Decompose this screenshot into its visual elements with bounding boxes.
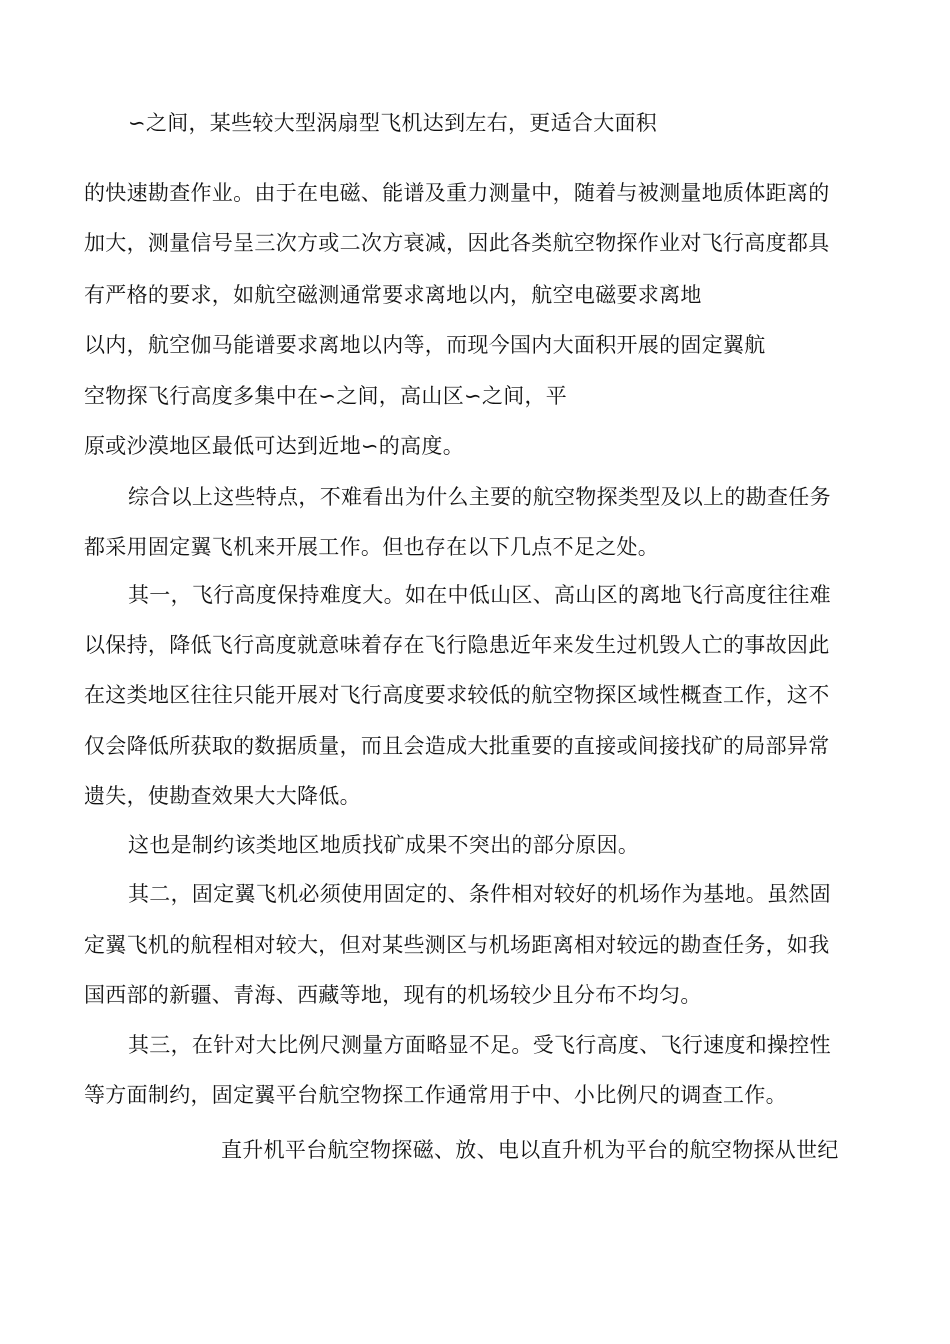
- text-line: 原或沙漠地区最低可达到近地∽的高度。: [84, 434, 464, 458]
- text-line: 直升机平台航空物探磁、放、电以直升机为平台的航空物探从世纪: [221, 1138, 839, 1162]
- text-line: ∽之间，某些较大型涡扇型飞机达到左右，更适合大面积: [128, 111, 658, 135]
- text-line: 的快速勘查作业。由于在电磁、能谱及重力测量中，随着与被测量地质体距离的: [84, 181, 830, 205]
- text-line: 空物探飞行高度多集中在∽之间，高山区∽之间，平: [84, 384, 568, 408]
- text-line: 国西部的新疆、青海、西藏等地，现有的机场较少且分布不均匀。: [84, 983, 702, 1007]
- text-line: 都采用固定翼飞机来开展工作。但也存在以下几点不足之处。: [84, 535, 660, 559]
- text-line: 其二，固定翼飞机必须使用固定的、条件相对较好的机场作为基地。虽然固: [128, 882, 831, 906]
- text-line: 这也是制约该类地区地质找矿成果不突出的部分原因。: [128, 833, 640, 857]
- text-line: 有严格的要求，如航空磁测通常要求离地以内，航空电磁要求离地: [84, 283, 702, 307]
- text-line: 加大，测量信号呈三次方或二次方衰减，因此各类航空物探作业对飞行高度都具: [84, 231, 830, 255]
- text-line: 遗失，使勘查效果大大降低。: [84, 784, 361, 808]
- text-line: 仅会降低所获取的数据质量，而且会造成大批重要的直接或间接找矿的局部异常: [84, 734, 830, 758]
- text-line: 等方面制约，固定翼平台航空物探工作通常用于中、小比例尺的调查工作。: [84, 1083, 787, 1107]
- text-line: 以保持，降低飞行高度就意味着存在飞行隐患近年来发生过机毁人亡的事故因此: [84, 633, 830, 657]
- text-line: 综合以上这些特点，不难看出为什么主要的航空物探类型及以上的勘查任务: [128, 485, 831, 509]
- text-line: 以内，航空伽马能谱要求离地以内等，而现今国内大面积开展的固定翼航: [84, 333, 766, 357]
- text-line: 定翼飞机的航程相对较大，但对某些测区与机场距离相对较远的勘查任务，如我: [84, 933, 830, 957]
- text-line: 在这类地区往往只能开展对飞行高度要求较低的航空物探区域性概查工作，这不: [84, 683, 830, 707]
- text-line: 其一，飞行高度保持难度大。如在中低山区、高山区的离地飞行高度往往难: [128, 583, 831, 607]
- text-line: 其三，在针对大比例尺测量方面略显不足。受飞行高度、飞行速度和操控性: [128, 1033, 831, 1057]
